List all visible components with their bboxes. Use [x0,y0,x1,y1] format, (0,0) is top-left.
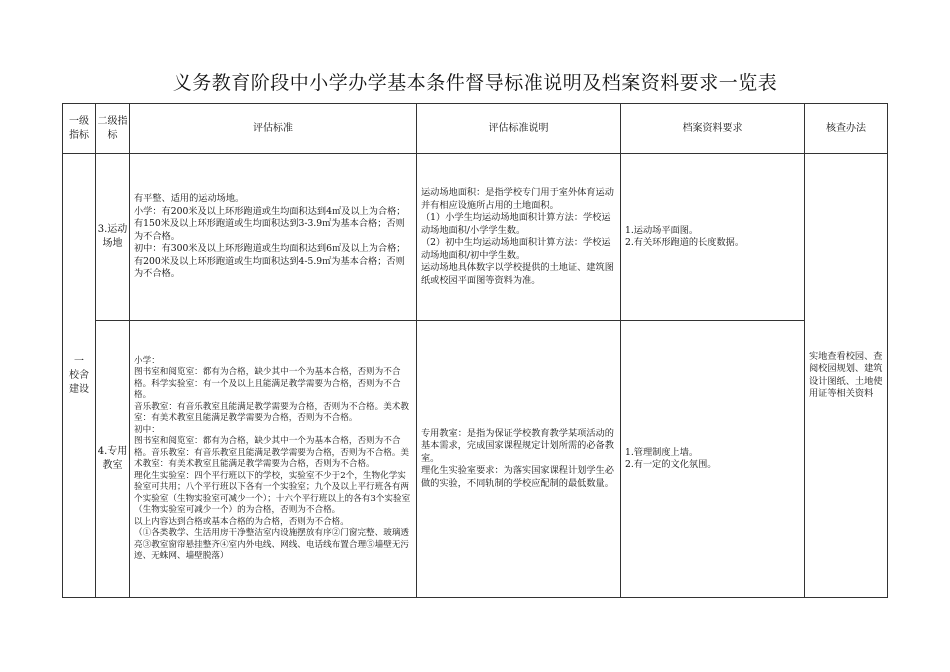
explanation-cell [417,154,621,321]
header-level2 [96,104,130,154]
explanation-line: 运动场地面积：是指学校专门用于室外体育运动并有相应设施所占用的土地面积。 [421,187,614,211]
archive-cell [621,321,805,598]
standard-line: 图书室和阅览室：都有为合格，缺少其中一个为基本合格，否则为不合格。科学实验室：有一个及以上且能满足教学需要为合格，否则为不合格。 [134,367,401,400]
explanation-line: （2）初中生均运动场地面积计算方法：学校运动场地面积/初中学生数。 [421,237,611,261]
level2-text: 4.专用 教室 [97,446,128,471]
standard-cell [130,321,417,598]
header-level1 [63,104,96,154]
method-cell [805,154,888,598]
header-level2-text: 二级指 标 [97,115,128,141]
standard-line: 有平整、适用的运动场地。 [134,193,245,205]
header-row [63,104,888,154]
standard-line: 以上内容达到合格或基本合格的为合格，否则为不合格。 [134,516,349,527]
page-title: 义务教育阶段中小学办学基本条件督导标准说明及档案资料要求一览表 [172,72,778,94]
standard-line: 初中： [134,424,160,435]
level2-text: 3.运动 场地 [97,224,128,249]
standard-line: 初中：有300米及以上环形跑道或生均面积达到6㎡及以上为合格；有200米及以上环形跑道或生均面积达到4-5.9㎡为基本合格；否则为不合格。 [134,243,406,280]
standard-note: （①各类教学、生活用房干净整洁室内设施摆放有序②门窗完整、玻璃透亮③教室窗帘悬挂整齐④室内外电线、网线、电话线布置合理⑤墙壁无污迹、无蛛网、墙壁脱落） [134,528,410,561]
explanation-line: 专用教室：是指为保证学校教育教学某项活动的基本需求，完成国家课程规定计划所需的必备教室。 [421,427,614,464]
level1-text: 一 校舍 建设 [69,355,89,395]
header-explanation: 评估标准说明 [417,104,621,154]
header-level1-text: 一级 指标 [69,115,89,141]
archive-line: 1.管理制度上墙。 [625,446,699,458]
standard-line: 图书室和阅览室：都有为合格，缺少其中一个为基本合格，否则为不合格。音乐教室：有音乐教室且能满足教学需要为合格，否则为不合格。美术教室：有美术教室且能满足教学需要为合格，否则为不合格。 [134,436,410,469]
standards-table [62,103,888,598]
table-row [63,321,888,598]
table-row [63,154,888,321]
archive-line: 2.有一定的文化氛围。 [625,459,717,470]
standard-line: 理化生实验室：四个平行班以下的学校，实验室不少于2个，生物化学实验室可共用；八个平行班以下各有一个实验室；九个及以上平行班各有两个实验室（生物实验室可减少一个）；十六个平行班以上的各有3个实验室（生物实验室可减少一个）的为合格，否则为不合格。 [134,470,411,515]
archive-line: 1.运动场平面图。 [625,224,699,236]
level2-cell [96,154,130,321]
explanation-line: 理化生实验室要求：为落实国家课程计划学生必做的实验，不同轨制的学校应配制的最低数量。 [421,465,614,489]
explanation-cell [417,321,621,598]
standard-line: 音乐教室：有音乐教室且能满足教学需要为合格，否则为不合格。美术教室：有美术教室且能满足教学需要为合格，否则为不合格。 [134,401,410,423]
archive-line: 2.有关环形跑道的长度数据。 [625,237,745,248]
archive-cell [621,154,805,321]
header-standard: 评估标准 [130,104,417,154]
level2-cell [96,321,130,598]
header-archive: 档案资料要求 [621,104,805,154]
method-text: 实地查看校园、查阅校园规划、建筑设计图纸、土地使用证等相关资料 [809,350,883,399]
standard-line: 小学：有200米及以上环形跑道或生均面积达到4㎡及以上为合格；有150米及以上环形跑道或生均面积达到3-3.9㎡为基本合格；否则为不合格。 [134,205,406,242]
level1-cell [63,154,96,598]
standard-line: 小学： [134,355,160,366]
explanation-line: （1）小学生均运动场地面积计算方法：学校运动场地面积/小学学生数。 [421,212,611,236]
explanation-line: 运动场地具体数字以学校提供的土地证、建筑图纸或校园平面图等资料为准。 [421,262,614,286]
header-method: 核查办法 [805,104,888,154]
standard-cell [130,154,417,321]
